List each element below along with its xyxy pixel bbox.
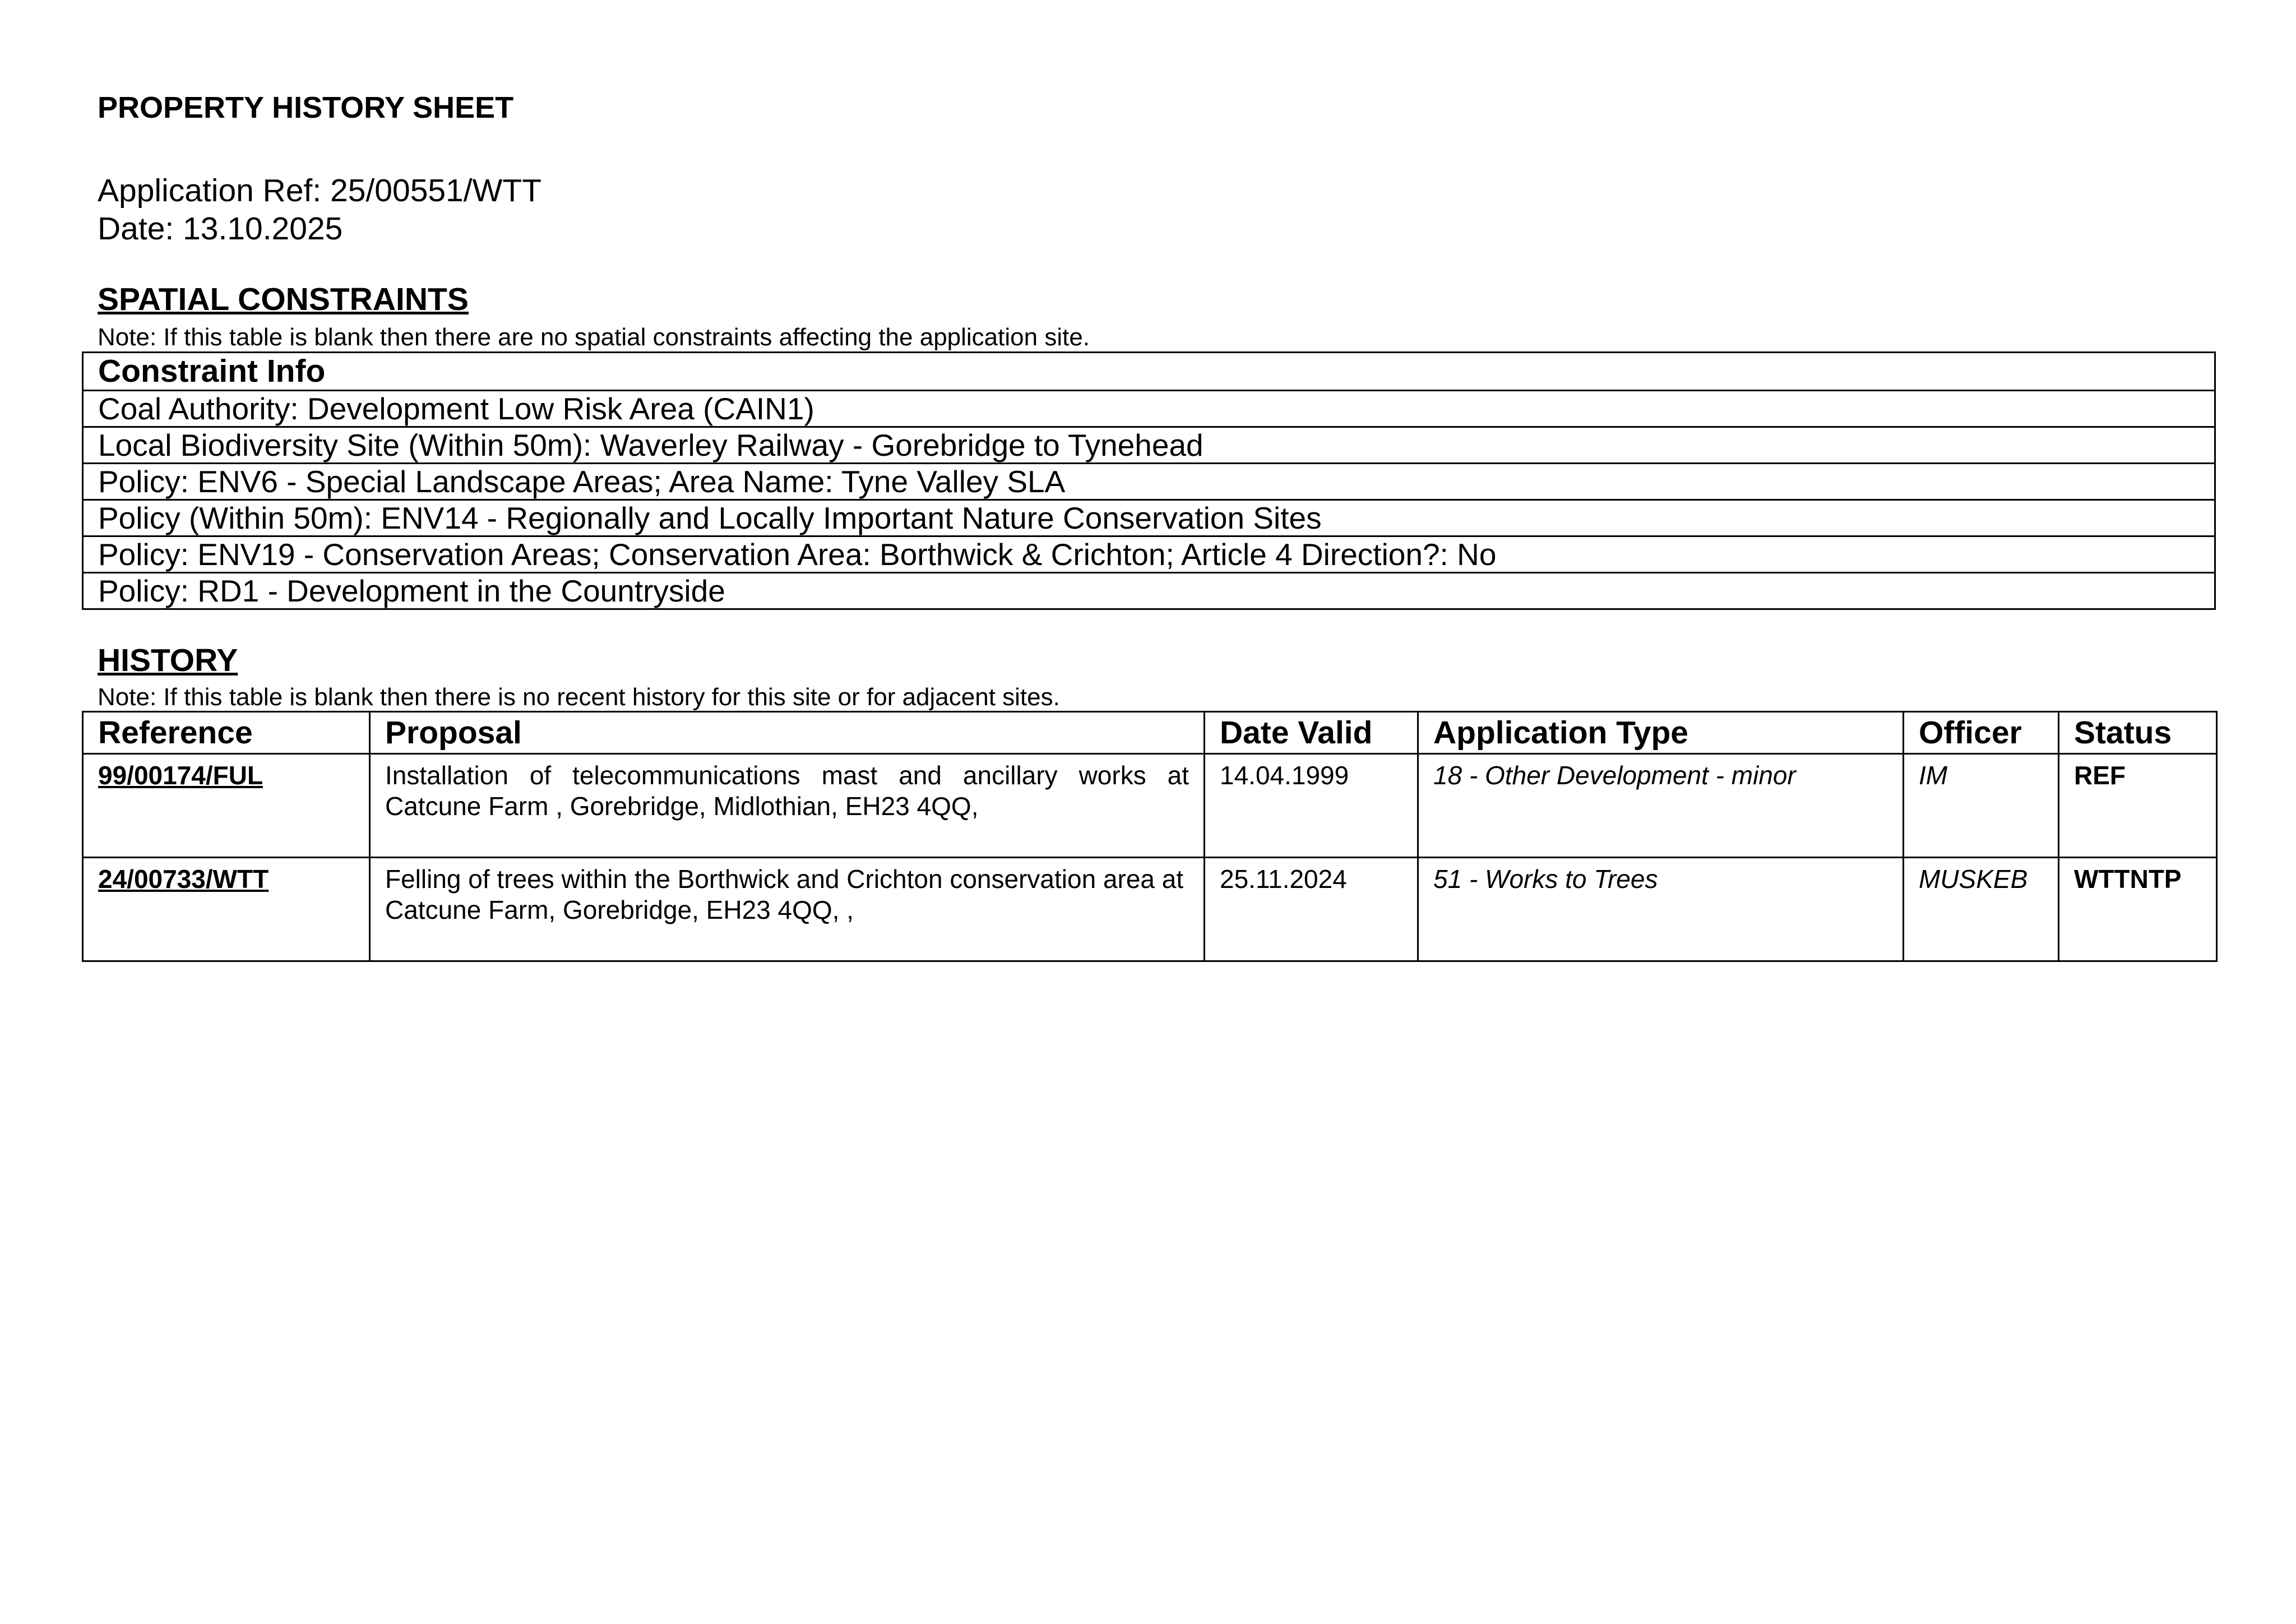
proposal-header: Proposal bbox=[370, 712, 1205, 754]
status-cell: REF bbox=[2059, 754, 2217, 858]
table-row bbox=[83, 391, 2215, 427]
reference-link[interactable]: 24/00733/WTT bbox=[98, 864, 269, 894]
history-note: Note: If this table is blank then there is no recent history for this site or for adjacent sites. bbox=[98, 683, 1060, 711]
history-header-row bbox=[83, 712, 2217, 754]
table-row bbox=[83, 858, 2217, 961]
proposal-cell: Installation of telecommunications mast and ancillary works at Catcune Farm , Gorebridge, Midlothian, EH23 4QQ, bbox=[370, 754, 1205, 858]
officer-cell: IM bbox=[1904, 754, 2059, 858]
history-heading: HISTORY bbox=[98, 642, 238, 678]
application-type-header: Application Type bbox=[1418, 712, 1904, 754]
table-row bbox=[83, 754, 2217, 858]
officer-cell: MUSKEB bbox=[1904, 858, 2059, 961]
table-row bbox=[83, 427, 2215, 464]
date-valid-cell: 25.11.2024 bbox=[1205, 858, 1418, 961]
constraint-cell: Policy: RD1 - Development in the Countryside bbox=[83, 573, 2215, 609]
reference-cell bbox=[83, 858, 370, 961]
table-row bbox=[83, 500, 2215, 536]
application-meta bbox=[98, 172, 541, 248]
constraint-cell: Local Biodiversity Site (Within 50m): Waverley Railway - Gorebridge to Tynehead bbox=[83, 427, 2215, 464]
constraint-cell: Policy: ENV19 - Conservation Areas; Conservation Area: Borthwick & Crichton; Article 4 Direction?: No bbox=[83, 536, 2215, 573]
proposal-cell: Felling of trees within the Borthwick and Crichton conservation area at Catcune Farm, Gorebridge, EH23 4QQ, , bbox=[370, 858, 1205, 961]
application-date: Date: 13.10.2025 bbox=[98, 211, 343, 247]
officer-header: Officer bbox=[1904, 712, 2059, 754]
table-row bbox=[83, 464, 2215, 500]
spatial-constraints-table bbox=[82, 351, 2216, 610]
application-type-cell: 51 - Works to Trees bbox=[1418, 858, 1904, 961]
constraint-cell: Policy (Within 50m): ENV14 - Regionally and Locally Important Nature Conservation Sites bbox=[83, 500, 2215, 536]
constraint-cell: Coal Authority: Development Low Risk Area (CAIN1) bbox=[83, 391, 2215, 427]
application-type-cell: 18 - Other Development - minor bbox=[1418, 754, 1904, 858]
reference-cell bbox=[83, 754, 370, 858]
constraints-header-row bbox=[83, 353, 2215, 391]
page-title: PROPERTY HISTORY SHEET bbox=[98, 91, 514, 124]
application-ref: Application Ref: 25/00551/WTT bbox=[98, 173, 542, 209]
reference-header: Reference bbox=[83, 712, 370, 754]
status-cell: WTTNTP bbox=[2059, 858, 2217, 961]
constraint-info-header: Constraint Info bbox=[83, 353, 2215, 391]
table-row bbox=[83, 573, 2215, 609]
reference-link[interactable]: 99/00174/FUL bbox=[98, 761, 263, 790]
spatial-constraints-heading: SPATIAL CONSTRAINTS bbox=[98, 281, 469, 317]
status-header: Status bbox=[2059, 712, 2217, 754]
table-row bbox=[83, 536, 2215, 573]
constraint-cell: Policy: ENV6 - Special Landscape Areas; Area Name: Tyne Valley SLA bbox=[83, 464, 2215, 500]
date-valid-header: Date Valid bbox=[1205, 712, 1418, 754]
spatial-constraints-note: Note: If this table is blank then there are no spatial constraints affecting the application site. bbox=[98, 323, 1090, 351]
date-valid-cell: 14.04.1999 bbox=[1205, 754, 1418, 858]
history-table bbox=[82, 711, 2218, 962]
